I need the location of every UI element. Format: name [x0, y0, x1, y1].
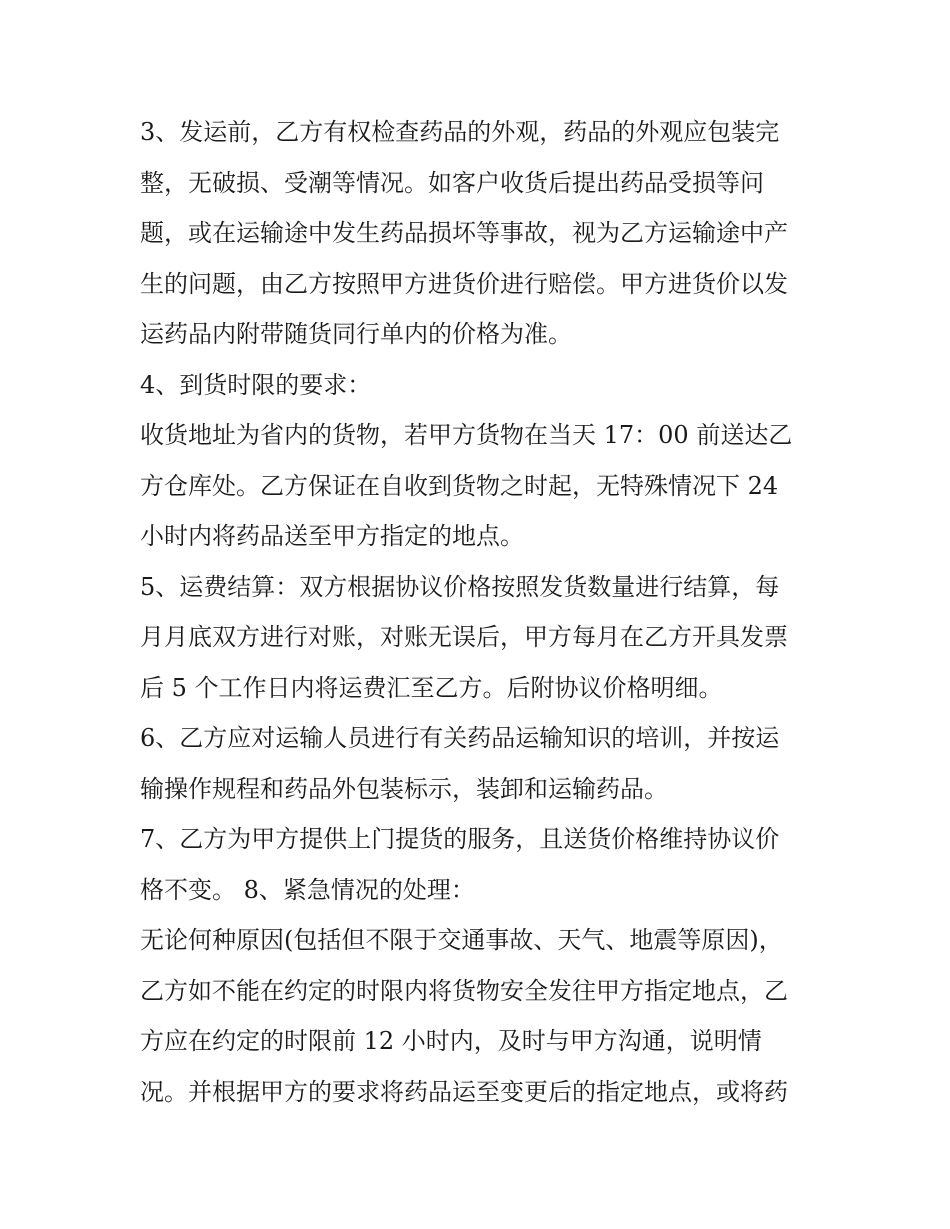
text-line: 运药品内附带随货同行单内的价格为准。	[140, 320, 572, 348]
text-line: 6、乙方应对运输人员进行有关药品运输知识的培训，并按运	[140, 724, 780, 752]
text-line: 无论何种原因(包括但不限于交通事故、天气、地震等原因)，	[140, 926, 783, 954]
text-line: 收货地址为省内的货物，若甲方货物在当天 17：00 前送达乙	[140, 421, 793, 449]
text-line: 7、乙方为甲方提供上门提货的服务，且送货价格维持协议价	[140, 825, 780, 853]
text-line: 小时内将药品送至甲方指定的地点。	[140, 522, 524, 550]
text-line: 况。并根据甲方的要求将药品运至变更后的指定地点，或将药	[140, 1077, 788, 1106]
text-line: 月月底双方进行对账，对账无误后，甲方每月在乙方开具发票	[140, 623, 788, 651]
text-line: 格不变。 8、紧急情况的处理：	[140, 875, 475, 904]
text-line: 方应在约定的时限前 12 小时内，及时与甲方沟通，说明情	[140, 1027, 762, 1055]
text-line: 后 5 个工作日内将运费汇至乙方。后附协议价格明细。	[140, 673, 723, 702]
text-line: 5、运费结算：双方根据协议价格按照发货数量进行结算，每	[140, 572, 780, 601]
text-line: 乙方如不能在约定的时限内将货物安全发往甲方指定地点，乙	[140, 976, 788, 1005]
text-line: 题，或在运输途中发生药品损坏等事故，视为乙方运输途中产	[140, 219, 788, 247]
text-line: 方仓库处。乙方保证在自收到货物之时起，无特殊情况下 24	[140, 471, 779, 500]
text-line: 生的问题，由乙方按照甲方进货价进行赔偿。甲方进货价以发	[140, 269, 788, 298]
text-line: 输操作规程和药品外包装标示，装卸和运输药品。	[140, 774, 668, 803]
section-heading-delivery-time: 4、到货时限的要求：	[140, 370, 372, 399]
text-line: 整，无破损、受潮等情况。如客户收货后提出药品受损等问	[140, 168, 764, 197]
document-body	[140, 107, 820, 1117]
text-line: 3、发运前，乙方有权检查药品的外观，药品的外观应包装完	[140, 118, 780, 146]
